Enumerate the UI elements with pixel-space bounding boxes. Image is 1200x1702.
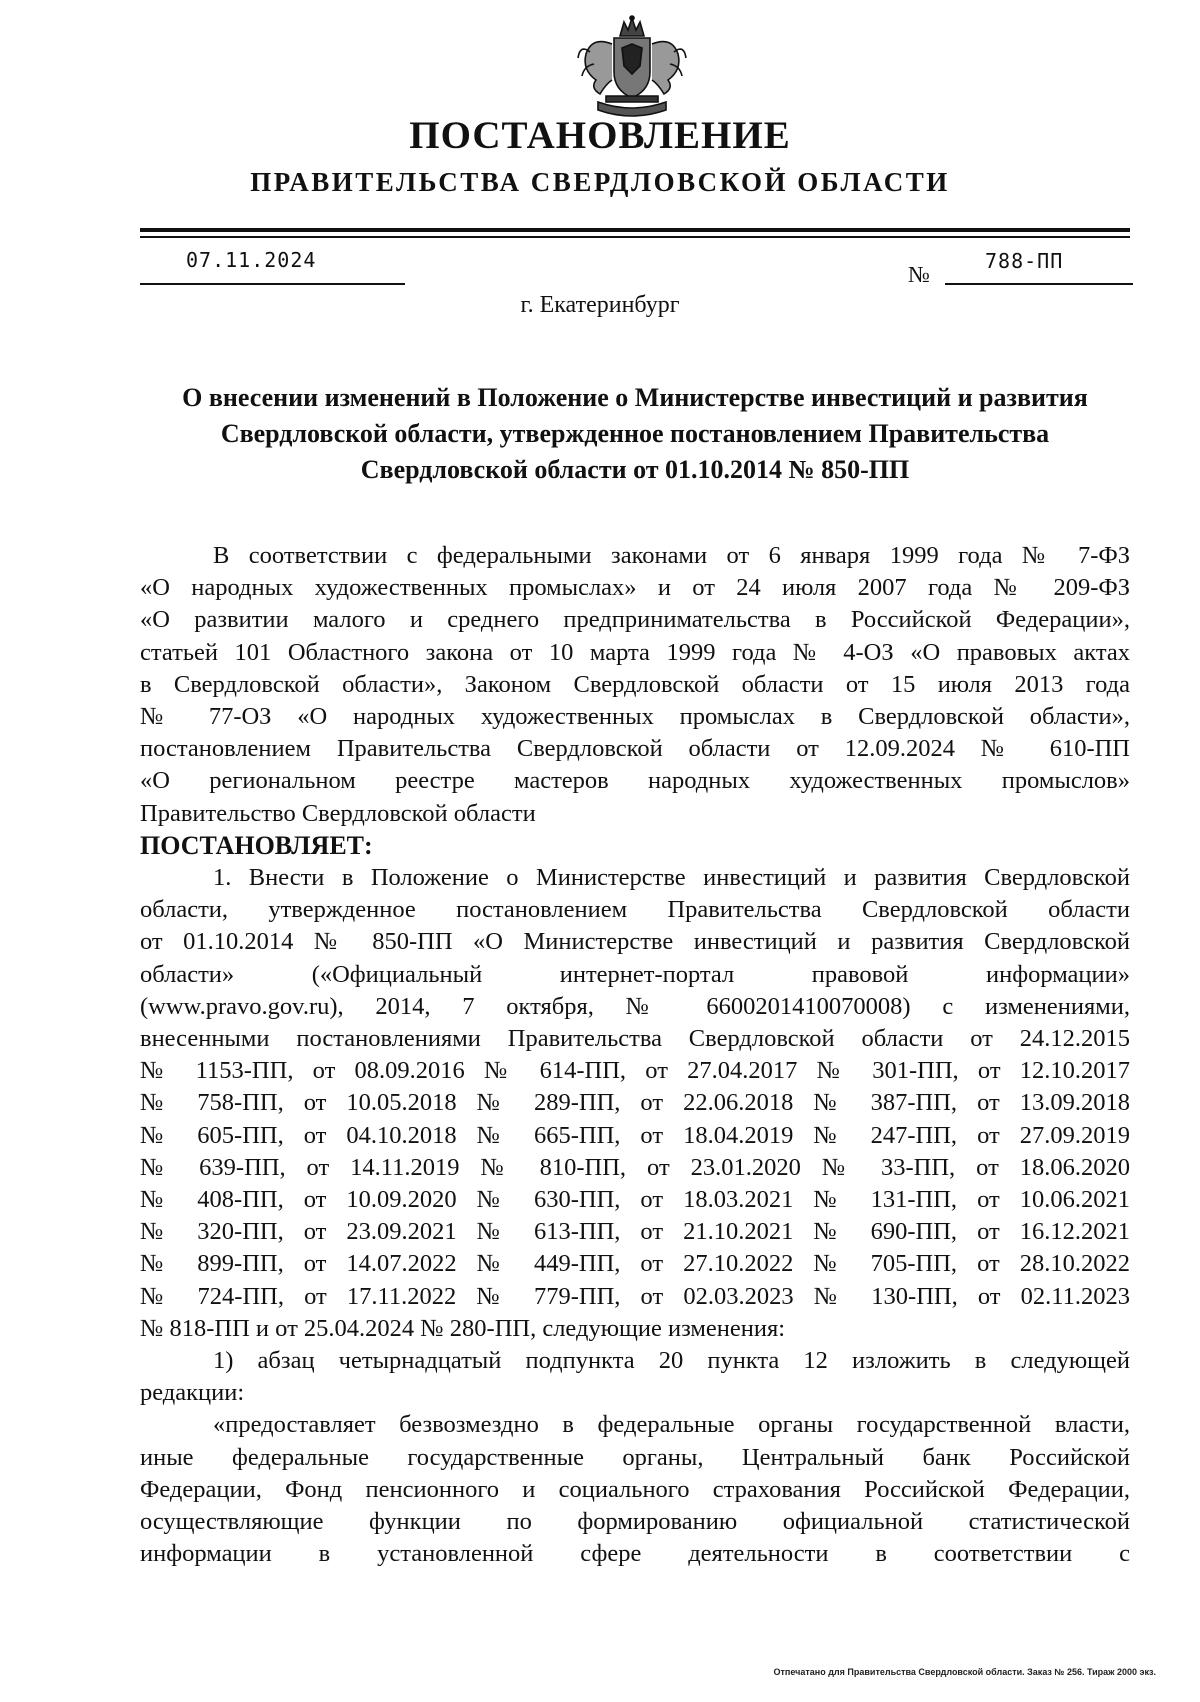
body-line: В соответствии с федеральными законами от 6 января 1999 года № 7-ФЗ xyxy=(213,542,1130,569)
body-line: № 408-ПП, от 10.09.2020 № 630-ПП, от 18.03.2021 № 131-ПП, от 10.06.2021 xyxy=(140,1186,1130,1214)
body-line: № 724-ПП, от 17.11.2022 № 779-ПП, от 02.03.2023 № 130-ПП, от 02.11.2023 xyxy=(140,1282,1130,1310)
heading-line: Свердловской области от 01.10.2014 № 850-ПП xyxy=(360,455,910,484)
document-type-title: ПОСТАНОВЛЕНИЕ xyxy=(409,114,791,157)
body-line: «О народных художественных промыслах» и от 24 июля 2007 года № 209-ФЗ xyxy=(140,574,1130,602)
body-line: № 758-ПП, от 10.05.2018 № 289-ПП, от 22.06.2018 № 387-ПП, от 13.09.2018 xyxy=(140,1089,1130,1117)
body-line: области, утвержденное постановлением Правительства Свердловской области xyxy=(140,896,1130,924)
body-line: области» («Официальный интернет-портал правовой информации» xyxy=(140,960,1130,988)
heading-line: Свердловской области, утвержденное постановлением Правительства xyxy=(220,419,1050,448)
issuing-authority: ПРАВИТЕЛЬСТВА СВЕРДЛОВСКОЙ ОБЛАСТИ xyxy=(250,167,950,197)
coat-of-arms-icon xyxy=(570,14,695,122)
body-line: № 77-ОЗ «О народных художественных промыслах в Свердловской области», xyxy=(140,703,1130,731)
body-line: осуществляющие функции по формированию официальной статистической xyxy=(140,1508,1130,1536)
document-date: 07.11.2024 xyxy=(186,248,317,272)
body-line: в Свердловской области», Законом Свердловской области от 15 июля 2013 года xyxy=(140,670,1130,698)
heading-line: О внесении изменений в Положение о Министерстве инвестиций и развития xyxy=(182,383,1088,412)
body-line: «предоставляет безвозмездно в федеральные органы государственной власти, xyxy=(213,1411,1130,1439)
body-line: редакции: xyxy=(140,1379,245,1407)
body-line: Правительство Свердловской области xyxy=(140,799,536,827)
body-line: информации в установленной сфере деятельности в соответствии с xyxy=(140,1540,1130,1568)
resolution-keyword: ПОСТАНОВЛЯЕТ: xyxy=(140,830,373,860)
document-heading xyxy=(140,380,1130,488)
body-line: внесенными постановлениями Правительства Свердловской области от 24.12.2015 xyxy=(140,1025,1130,1053)
body-line: № 320-ПП, от 23.09.2021 № 613-ПП, от 21.10.2021 № 690-ПП, от 16.12.2021 xyxy=(140,1218,1130,1246)
city-of-issue: г. Екатеринбург xyxy=(520,292,680,318)
body-line: иные федеральные государственные органы, Центральный банк Российской xyxy=(140,1443,1130,1471)
body-line: № 1153-ПП, от 08.09.2016 № 614-ПП, от 27.04.2017 № 301-ПП, от 12.10.2017 xyxy=(140,1057,1130,1085)
body-line: № 818-ПП и от 25.04.2024 № 280-ПП, следующие изменения: xyxy=(140,1314,786,1342)
body-line: постановлением Правительства Свердловской области от 12.09.2024 № 610-ПП xyxy=(140,735,1130,763)
date-underline xyxy=(140,283,405,285)
body-line: «О региональном реестре мастеров народных художественных промыслов» xyxy=(140,767,1130,795)
number-underline xyxy=(945,283,1133,285)
body-line: № 639-ПП, от 14.11.2019 № 810-ПП, от 23.01.2020 № 33-ПП, от 18.06.2020 xyxy=(140,1153,1130,1181)
body-line: 1) абзац четырнадцатый подпункта 20 пункта 12 изложить в следующей xyxy=(213,1347,1130,1375)
body-line: «О развитии малого и среднего предпринимательства в Российской Федерации», xyxy=(140,606,1130,634)
document-body xyxy=(140,540,1130,1571)
header-rule-thin xyxy=(140,236,1130,238)
body-line: Федерации, Фонд пенсионного и социального страхования Российской Федерации, xyxy=(140,1475,1130,1503)
print-note: Отпечатано для Правительства Свердловской области. Заказ № 256. Тираж 2000 экз. xyxy=(773,1667,1156,1677)
header-rule-thick xyxy=(140,228,1130,232)
body-line: (www.pravo.gov.ru), 2014, 7 октября, № 6600201410070008) с изменениями, xyxy=(140,992,1130,1020)
document-number: 788-ПП xyxy=(985,249,1064,273)
body-line: № 605-ПП, от 04.10.2018 № 665-ПП, от 18.04.2019 № 247-ПП, от 27.09.2019 xyxy=(140,1121,1130,1149)
body-line: статьей 101 Областного закона от 10 марта 1999 года № 4-ОЗ «О правовых актах xyxy=(140,638,1130,666)
number-sign: № xyxy=(908,262,930,287)
body-line: от 01.10.2014 № 850-ПП «О Министерстве инвестиций и развития Свердловской xyxy=(140,928,1130,956)
body-line: № 899-ПП, от 14.07.2022 № 449-ПП, от 27.10.2022 № 705-ПП, от 28.10.2022 xyxy=(140,1250,1130,1278)
body-line: 1. Внести в Положение о Министерстве инвестиций и развития Свердловской xyxy=(213,864,1130,892)
